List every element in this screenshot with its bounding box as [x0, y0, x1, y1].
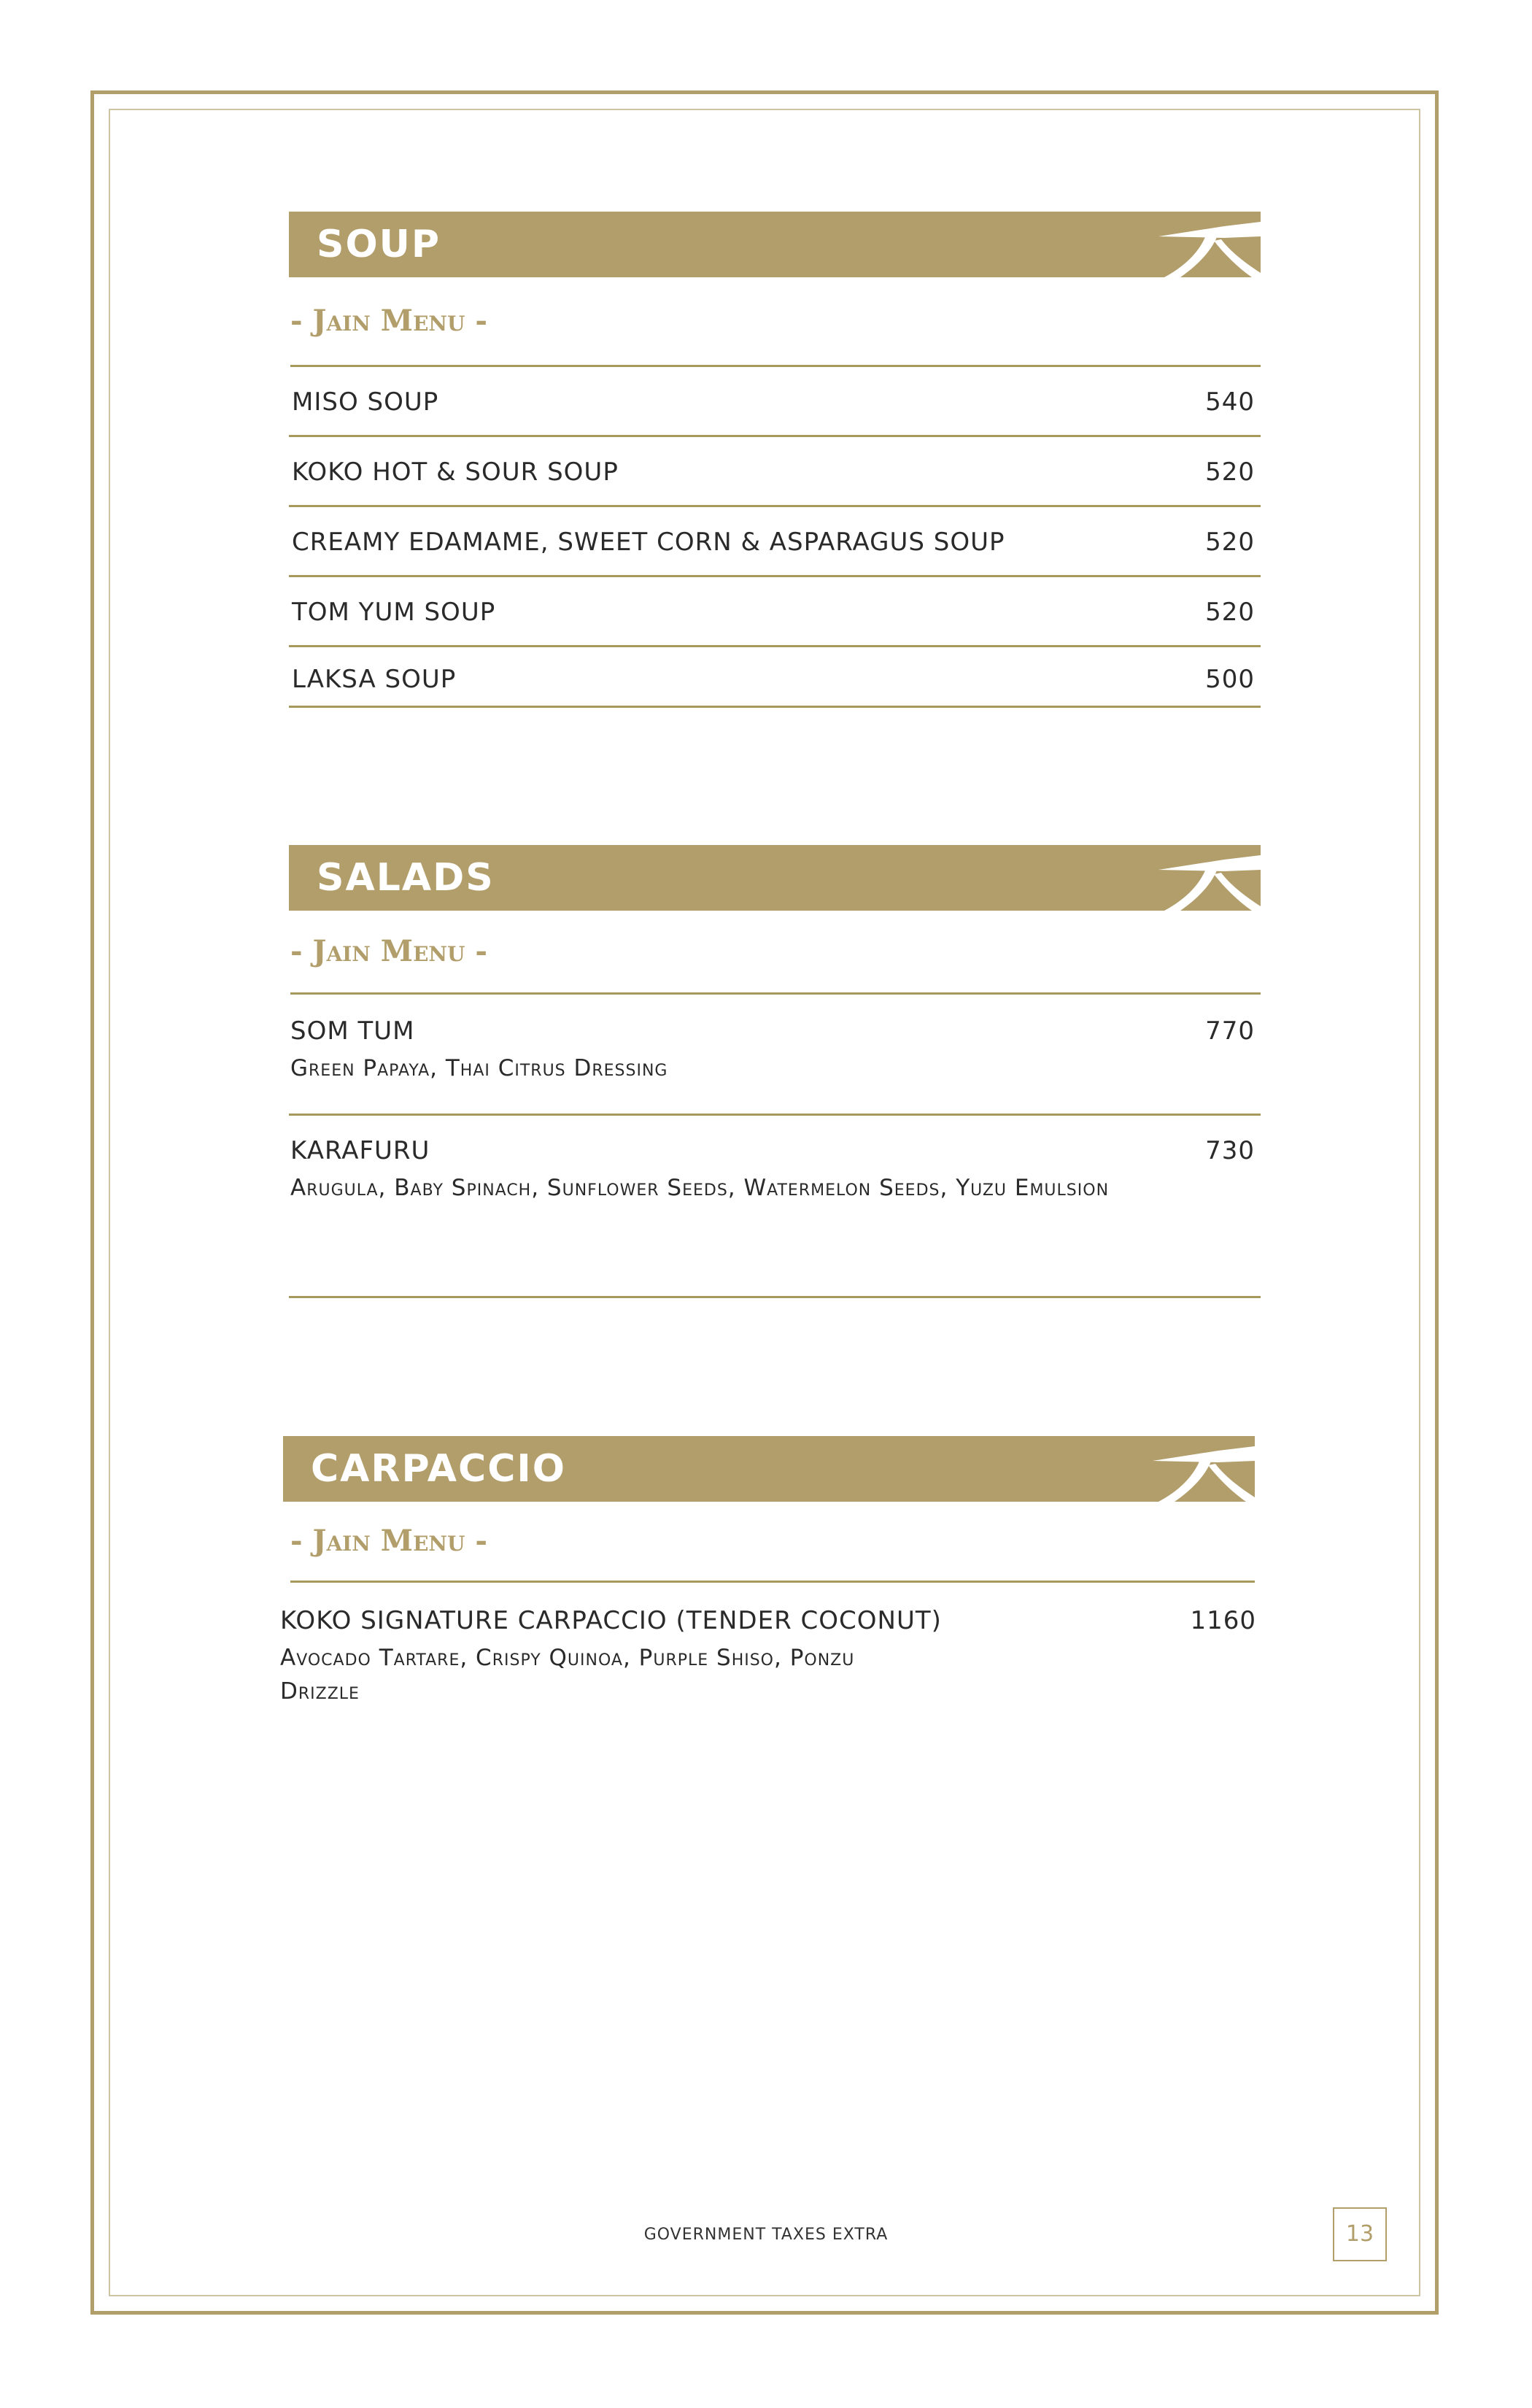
item-description: Avocado Tartare, Crispy Quinoa, Purple Shiso, Ponzu Drizzle [280, 1645, 855, 1705]
carpaccio-banner [283, 1436, 1255, 1502]
menu-row [289, 647, 1261, 708]
menu-row [289, 437, 1261, 507]
menu-row [289, 367, 1261, 437]
divider [289, 1296, 1261, 1298]
menu-row [289, 507, 1261, 577]
carpaccio-subtitle: - Jain Menu - [290, 1502, 1255, 1583]
item-name: KARAFURU [290, 1136, 430, 1165]
menu-item [280, 1583, 1256, 1721]
item-name: SOM TUM [290, 1016, 415, 1046]
item-price: 520 [1205, 528, 1255, 557]
carpaccio-section [280, 1436, 1256, 1728]
item-price: 1160 [1190, 1606, 1256, 1635]
item-price: 520 [1205, 458, 1255, 487]
soup-banner [289, 212, 1261, 277]
soup-title: SOUP [317, 223, 441, 266]
item-description: Arugula, Baby Spinach, Sunflower Seeds, Watermelon Seeds, Yuzu Emulsion [290, 1175, 1110, 1201]
item-name: LAKSA SOUP [292, 665, 457, 694]
item-price: 520 [1205, 598, 1255, 627]
item-name: KOKO SIGNATURE CARPACCIO (TENDER COCONUT) [280, 1606, 942, 1635]
kanji-dai-logo-icon [1145, 1436, 1255, 1502]
item-name: CREAMY EDAMAME, SWEET CORN & ASPARAGUS SOUP [292, 528, 1005, 557]
soup-subtitle: - Jain Menu - [290, 277, 1261, 367]
page-number: 13 [1333, 2207, 1387, 2261]
item-price: 770 [1205, 1016, 1255, 1046]
item-name: TOM YUM SOUP [292, 598, 496, 627]
item-name: MISO SOUP [292, 387, 439, 417]
kanji-dai-logo-icon [1151, 212, 1261, 277]
salads-title: SALADS [317, 856, 495, 900]
menu-row [289, 577, 1261, 647]
item-name: KOKO HOT & SOUR SOUP [292, 458, 619, 487]
item-price: 730 [1205, 1136, 1255, 1165]
soup-section [289, 212, 1261, 708]
footer-note: GOVERNMENT TAXES EXTRA [643, 2226, 889, 2244]
kanji-dai-logo-icon [1151, 845, 1261, 911]
menu-item [289, 995, 1261, 1111]
salads-subtitle: - Jain Menu - [290, 911, 1261, 995]
salads-section [289, 845, 1261, 1305]
carpaccio-title: CARPACCIO [311, 1447, 566, 1491]
item-price: 500 [1205, 665, 1255, 694]
item-price: 540 [1205, 387, 1255, 417]
menu-item [289, 1111, 1261, 1286]
salads-banner [289, 845, 1261, 911]
item-description: Green Papaya, Thai Citrus Dressing [290, 1055, 668, 1081]
